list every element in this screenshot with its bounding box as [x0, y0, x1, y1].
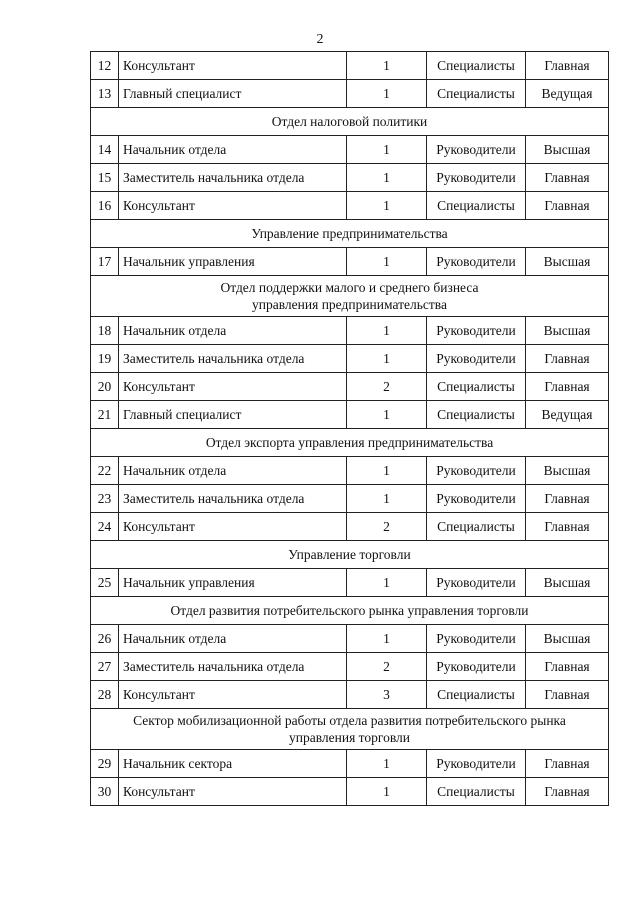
- section-title: [91, 709, 609, 750]
- position-title: Заместитель начальника отдела: [119, 164, 347, 192]
- staff-count: 1: [347, 457, 427, 485]
- staff-category: Руководители: [427, 164, 526, 192]
- staff-category: Руководители: [427, 485, 526, 513]
- position-title: Консультант: [119, 192, 347, 220]
- staff-count: 1: [347, 485, 427, 513]
- table-row: [91, 513, 609, 541]
- position-group: Высшая: [526, 136, 609, 164]
- table-row: [91, 778, 609, 806]
- staff-count: 1: [347, 778, 427, 806]
- position-group: Главная: [526, 373, 609, 401]
- position-title: Консультант: [119, 778, 347, 806]
- staff-count: 2: [347, 373, 427, 401]
- position-group: Высшая: [526, 248, 609, 276]
- position-title: Начальник отдела: [119, 317, 347, 345]
- position-group: Главная: [526, 750, 609, 778]
- position-title: Консультант: [119, 52, 347, 80]
- section-title: [91, 597, 609, 625]
- staff-count: 2: [347, 653, 427, 681]
- position-title: Начальник сектора: [119, 750, 347, 778]
- table-row: [91, 401, 609, 429]
- table-row: [91, 373, 609, 401]
- position-group: Главная: [526, 345, 609, 373]
- staff-count: 1: [347, 80, 427, 108]
- staff-count: 3: [347, 681, 427, 709]
- staff-count: 1: [347, 192, 427, 220]
- section-title-line: управления торговли: [288, 730, 410, 745]
- staff-count: 2: [347, 513, 427, 541]
- section-header-row: [91, 429, 609, 457]
- position-group: Ведущая: [526, 401, 609, 429]
- row-number: 12: [91, 52, 119, 80]
- position-group: Главная: [526, 653, 609, 681]
- table-row: [91, 457, 609, 485]
- staff-category: Специалисты: [427, 52, 526, 80]
- table-row: [91, 136, 609, 164]
- table-row: [91, 345, 609, 373]
- table-row: [91, 52, 609, 80]
- section-title: [91, 276, 609, 317]
- staff-category: Специалисты: [427, 192, 526, 220]
- staff-count: 1: [347, 248, 427, 276]
- section-header-row: [91, 597, 609, 625]
- row-number: 22: [91, 457, 119, 485]
- table-row: [91, 80, 609, 108]
- position-title: Консультант: [119, 513, 347, 541]
- position-group: Главная: [526, 681, 609, 709]
- section-header-row: [91, 541, 609, 569]
- section-header-row: [91, 108, 609, 136]
- position-title: Начальник управления: [119, 248, 347, 276]
- position-title: Начальник отдела: [119, 625, 347, 653]
- position-title: Главный специалист: [119, 401, 347, 429]
- row-number: 18: [91, 317, 119, 345]
- section-title-line: Отдел поддержки малого и среднего бизнеса: [220, 280, 479, 295]
- position-group: Главная: [526, 513, 609, 541]
- position-title: Начальник отдела: [119, 136, 347, 164]
- position-title: Главный специалист: [119, 80, 347, 108]
- section-title-line: управления предпринимательства: [252, 297, 447, 312]
- position-title: Начальник управления: [119, 569, 347, 597]
- row-number: 13: [91, 80, 119, 108]
- row-number: 24: [91, 513, 119, 541]
- position-title: Заместитель начальника отдела: [119, 345, 347, 373]
- table-row: [91, 750, 609, 778]
- section-title: [91, 220, 609, 248]
- position-group: Высшая: [526, 457, 609, 485]
- staff-category: Специалисты: [427, 513, 526, 541]
- staff-category: Специалисты: [427, 373, 526, 401]
- section-title: [91, 108, 609, 136]
- staff-category: Руководители: [427, 248, 526, 276]
- section-header-row: [91, 220, 609, 248]
- section-title: [91, 541, 609, 569]
- position-group: Главная: [526, 485, 609, 513]
- table-row: [91, 164, 609, 192]
- section-header-row: [91, 709, 609, 750]
- table-row: [91, 248, 609, 276]
- staff-count: 1: [347, 750, 427, 778]
- position-group: Высшая: [526, 317, 609, 345]
- table-row: [91, 569, 609, 597]
- row-number: 15: [91, 164, 119, 192]
- table-row: [91, 192, 609, 220]
- position-title: Консультант: [119, 681, 347, 709]
- table-row: [91, 653, 609, 681]
- page-number: 2: [316, 32, 324, 47]
- table-row: [91, 317, 609, 345]
- staff-count: 1: [347, 164, 427, 192]
- row-number: 28: [91, 681, 119, 709]
- position-title: Заместитель начальника отдела: [119, 485, 347, 513]
- table-row: [91, 681, 609, 709]
- table-row: [91, 625, 609, 653]
- section-header-row: [91, 276, 609, 317]
- staff-count: 1: [347, 52, 427, 80]
- table-row: [91, 485, 609, 513]
- row-number: 17: [91, 248, 119, 276]
- row-number: 23: [91, 485, 119, 513]
- row-number: 21: [91, 401, 119, 429]
- position-title: Консультант: [119, 373, 347, 401]
- staff-count: 1: [347, 625, 427, 653]
- staff-count: 1: [347, 317, 427, 345]
- staff-category: Специалисты: [427, 80, 526, 108]
- row-number: 16: [91, 192, 119, 220]
- section-title-line: Управление торговли: [288, 547, 411, 562]
- row-number: 25: [91, 569, 119, 597]
- section-title-line: Управление предпринимательства: [251, 226, 448, 241]
- staff-category: Специалисты: [427, 681, 526, 709]
- position-group: Главная: [526, 192, 609, 220]
- row-number: 14: [91, 136, 119, 164]
- section-title-line: Сектор мобилизационной работы отдела развития потребительского рынка: [133, 713, 566, 728]
- staff-category: Руководители: [427, 317, 526, 345]
- position-group: Главная: [526, 52, 609, 80]
- staff-category: Руководители: [427, 457, 526, 485]
- staff-count: 1: [347, 136, 427, 164]
- staff-category: Руководители: [427, 569, 526, 597]
- row-number: 29: [91, 750, 119, 778]
- position-group: Главная: [526, 778, 609, 806]
- position-group: Высшая: [526, 569, 609, 597]
- staff-category: Руководители: [427, 625, 526, 653]
- staff-count: 1: [347, 401, 427, 429]
- position-title: Заместитель начальника отдела: [119, 653, 347, 681]
- position-group: Высшая: [526, 625, 609, 653]
- row-number: 19: [91, 345, 119, 373]
- staff-category: Специалисты: [427, 778, 526, 806]
- row-number: 20: [91, 373, 119, 401]
- section-title: [91, 429, 609, 457]
- staff-count: 1: [347, 569, 427, 597]
- position-group: Ведущая: [526, 80, 609, 108]
- row-number: 30: [91, 778, 119, 806]
- row-number: 26: [91, 625, 119, 653]
- staff-category: Руководители: [427, 136, 526, 164]
- staff-table: [90, 51, 609, 806]
- section-title-line: Отдел развития потребительского рынка управления торговли: [170, 603, 529, 618]
- staff-count: 1: [347, 345, 427, 373]
- position-title: Начальник отдела: [119, 457, 347, 485]
- position-group: Главная: [526, 164, 609, 192]
- section-title-line: Отдел налоговой политики: [271, 114, 428, 129]
- staff-category: Специалисты: [427, 401, 526, 429]
- row-number: 27: [91, 653, 119, 681]
- staff-category: Руководители: [427, 750, 526, 778]
- staff-category: Руководители: [427, 345, 526, 373]
- staff-category: Руководители: [427, 653, 526, 681]
- section-title-line: Отдел экспорта управления предпринимательства: [205, 435, 494, 450]
